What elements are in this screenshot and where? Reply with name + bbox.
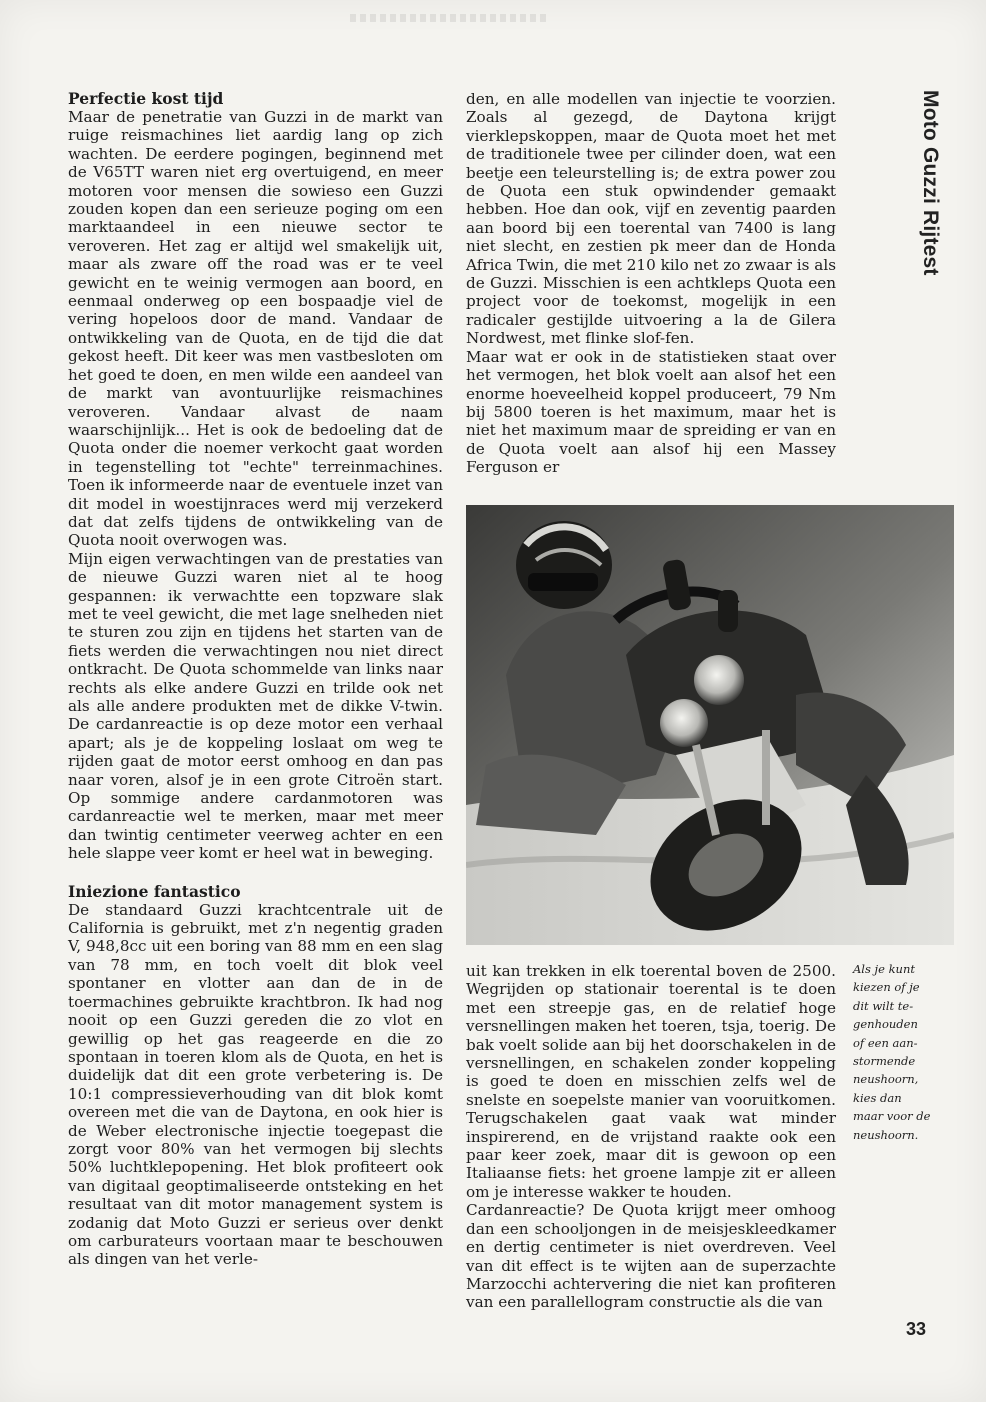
pull-quote-line: genhouden: [853, 1017, 918, 1032]
paragraph: den, en alle modellen van injectie te voorzien. Zoals al gezegd, de Daytona krijgt vierklepskoppen, maar de Quota moet het met de traditionele twee per cilinder doen, wat een beetje een teleurstelling is; de extra power zou de Quota een stuk opwindender gemaakt hebben. Hoe dan ook, vijf en zeventig paarden aan boord bij een toerental van 7400 is lang niet slecht, en zestien pk meer dan de Honda Africa Twin, die met 210 kilo net zo zwaar is als de Guzzi. Misschien is een achtkleps Quota een project voor de toekomst, mogelijk in een radicaler gestijlde uitvoering a la de Gilera Nordwest, met flinke slof-fen.: [466, 90, 836, 348]
pull-quote: [853, 960, 943, 1144]
pull-quote-line: of een aan-: [853, 1035, 918, 1050]
vertical-title-text: Moto Guzzi Rijtest: [919, 90, 942, 276]
motorcycle-rider-photo-icon: [466, 505, 954, 945]
motorcycle-photo: [466, 505, 954, 945]
pull-quote-line: neushoorn.: [853, 1127, 919, 1142]
section-heading-perfectie: Perfectie kost tijd: [68, 89, 224, 108]
paragraph: Cardanreactie? De Quota krijgt meer omhoog dan een schooljongen in de meisjeskleedkamer en dertig centimeter is niet overdreven. Veel van dit effect is te wijten aan de superzachte Marzocchi achtervering die niet kan profiteren van een parallellogram constructie als die van: [466, 1201, 836, 1312]
pull-quote-line: Als je kunt: [853, 962, 915, 976]
pull-quote-line: stormende: [853, 1054, 916, 1069]
right-column-top: [466, 90, 836, 477]
page-number: 33: [906, 1319, 927, 1339]
pull-quote-line: kies dan: [853, 1090, 902, 1105]
paragraph: Maar de penetratie van Guzzi in de markt van ruige reismachines liet aardig lang op zich wachten. De eerdere pogingen, beginnend met de V65TT waren niet erg overtuigend, en meer motoren voor mensen die sowieso een Guzzi zouden kopen dan een serieuze poging om een marktaandeel in een nieuwe sector te veroveren. Het zag er altijd wel smakelijk uit, maar als zware off the road was er te veel gewicht en te weinig vermogen aan boord, en eenmaal onderweg op een bospaadje viel de vering hopeloos door de mand. Vandaar de ontwikkeling van de Quota, en de tijd die dat gekost heeft. Dit keer was men vastbesloten om het goed te doen, en men wilde een aandeel van de markt van avontuurlijke reismachines veroveren. Vandaar alvast de naam waarschijnlijk... Het is ook de bedoeling dat de Quota onder die noemer verkocht gaat worden in tegenstelling tot "echte" terreinmachines. Toen ik informeerde naar de eventuele inzet van dit model in woestijnraces werd mij verzekerd dat dat zelfs tijdens de ontwikkeling van de Quota nooit overwogen was.: [68, 108, 443, 550]
pull-quote-line: dit wilt te-: [853, 998, 914, 1013]
running-header: [898, 90, 942, 300]
pull-quote-line: kiezen of je: [853, 980, 920, 995]
paragraph: De standaard Guzzi krachtcentrale uit de California is gebruikt, met z'n negentig graden V, 948,8cc uit een boring van 88 mm en een slag van 78 mm, en toch voelt dit blok veel spontaner en vlotter aan dan de in de toermachines gebruikte krachtbron. Ik had nog nooit op een Guzzi gereden die zo vlot en gewillig op het gas reageerde en die zo spontaan in toeren klom als de Quota, en het is duidelijk dat dit een grote verbetering is. De 10:1 compressieverhouding van dit blok komt overeen met die van de Daytona, en ook hier is de Weber electronische injectie toegepast die zorgt voor 80% van het vermogen bij slechts 50% luchtklepopening. Het blok profiteert ook van digitaal geoptimaliseerde ontsteking en het resultaat van dit motor management system is zodanig dat Moto Guzzi er serieus over denkt om carburateurs voortaan maar te beschouwen als dingen van het verle-: [68, 900, 443, 1269]
section-heading-iniezione: Iniezione fantastico: [68, 881, 241, 901]
pull-quote-line: neushoorn,: [853, 1072, 919, 1087]
scan-artifact: [350, 14, 550, 22]
paragraph: Mijn eigen verwachtingen van de prestaties van de nieuwe Guzzi waren niet al te hoog gespannen: ik verwachtte een topzware slak met te veel gewicht, die met lage snelheden niet te sturen zou zijn en tijdens het starten van de fiets werden die verwachtingen nou niet direct ontkracht. De Quota schommelde van links naar rechts als elke andere Guzzi en trilde ook net als alle andere produkten met de dikke V-twin. De cardanreactie is op deze motor een verhaal apart; als je de koppeling loslaat om weg te rijden gaat de motor eerst omhoog en dan pas naar voren, alsof je in een grote Citroën start. Op sommige andere cardanmotoren was cardanreactie wel te merken, maar met meer dan twintig centimeter veerweg achter en een hele slappe veer komt er heel wat in beweging.: [68, 549, 443, 863]
left-column: [68, 90, 443, 1269]
paragraph: uit kan trekken in elk toerental boven de 2500. Wegrijden op stationair toerental is te doen met een streepje gas, en de relatief hoge versnellingen maken het toeren, tsja, toerig. De bak voelt solide aan bij het doorschakelen in de versnellingen, en schakelen zonder koppeling is goed te doen en misschien zelfs wel de snelste en soepelste manier van vooruitkomen. Terugschakelen gaat vaak wat minder inspirerend, en de vrijstand raakte ook een paar keer zoek, maar dit is gewoon op een Italiaanse fiets: het groene lampje zit er alleen om je interesse wakker te houden.: [466, 962, 836, 1201]
paragraph: Maar wat er ook in de statistieken staat over het vermogen, het blok voelt aan alsof het een enorme hoeveelheid koppel produceert, 79 Nm bij 5800 toeren is het maximum, maar het is niet het maximum maar de spreiding er van en de Quota voelt aan alsof hij een Massey Ferguson er: [466, 347, 836, 477]
right-column-bottom: [466, 962, 836, 1312]
pull-quote-line: maar voor de: [853, 1109, 931, 1124]
